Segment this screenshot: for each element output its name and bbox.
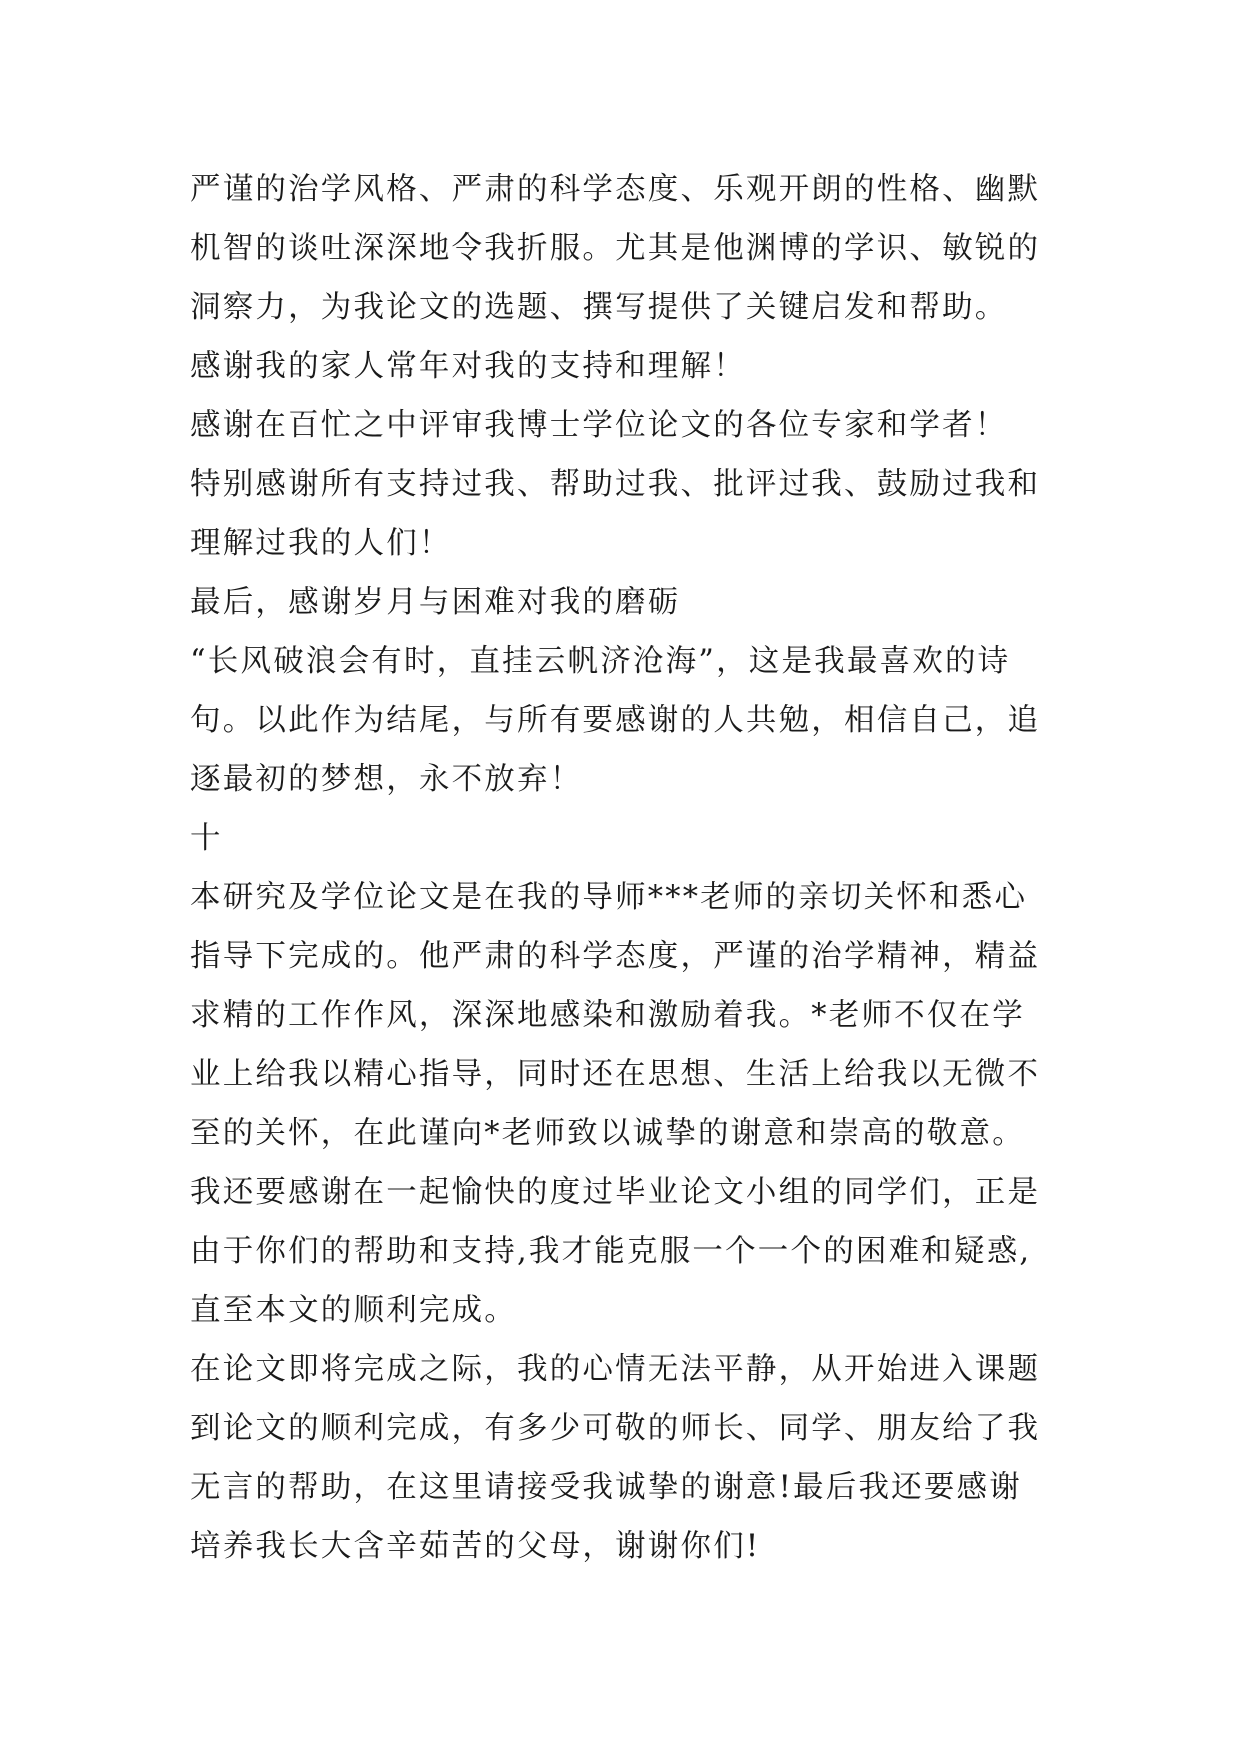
text-line: 培养我长大含辛茹苦的父母，谢谢你们! <box>190 1529 761 1564</box>
text-line: 我还要感谢在一起愉快的度过毕业论文小组的同学们，正是 <box>190 1175 1041 1210</box>
text-line: 由于你们的帮助和支持,我才能克服一个一个的困难和疑惑, <box>190 1234 1032 1269</box>
text-line: 理解过我的人们！ <box>190 526 452 561</box>
text-line: 无言的帮助，在这里请接受我诚挚的谢意!最后我还要感谢 <box>190 1470 1022 1505</box>
section-number: 十 <box>190 821 223 856</box>
text-line: 最后，感谢岁月与困难对我的磨砺 <box>190 585 681 620</box>
text-line: 指导下完成的。他严肃的科学态度，严谨的治学精神，精益 <box>190 939 1041 974</box>
text-line: 特别感谢所有支持过我、帮助过我、批评过我、鼓励过我和 <box>190 467 1041 502</box>
text-line: 逐最初的梦想，永不放弃！ <box>190 762 583 797</box>
text-line: 直至本文的顺利完成。 <box>190 1293 517 1328</box>
text-line: “长风破浪会有时，直挂云帆济沧海”，这是我最喜欢的诗 <box>190 644 1011 679</box>
document-body <box>190 160 1070 1576</box>
text-line: 严谨的治学风格、严肃的科学态度、乐观开朗的性格、幽默 <box>190 172 1041 207</box>
text-line: 至的关怀，在此谨向*老师致以诚挚的谢意和崇高的敬意。 <box>190 1116 1025 1151</box>
text-line: 在论文即将完成之际，我的心情无法平静，从开始进入课题 <box>190 1352 1041 1387</box>
text-line: 求精的工作作风，深深地感染和激励着我。*老师不仅在学 <box>190 998 1025 1033</box>
text-line: 业上给我以精心指导，同时还在思想、生活上给我以无微不 <box>190 1057 1041 1092</box>
text-line: 洞察力，为我论文的选题、撰写提供了关键启发和帮助。 <box>190 290 1008 325</box>
text-line: 本研究及学位论文是在我的导师***老师的亲切关怀和悉心 <box>190 880 1028 915</box>
text-line: 句。以此作为结尾，与所有要感谢的人共勉，相信自己，追 <box>190 703 1041 738</box>
text-line: 感谢我的家人常年对我的支持和理解！ <box>190 349 746 384</box>
text-line: 到论文的顺利完成，有多少可敬的师长、同学、朋友给了我 <box>190 1411 1041 1446</box>
text-line: 机智的谈吐深深地令我折服。尤其是他渊博的学识、敏锐的 <box>190 231 1041 266</box>
text-line: 感谢在百忙之中评审我博士学位论文的各位专家和学者！ <box>190 408 1008 443</box>
